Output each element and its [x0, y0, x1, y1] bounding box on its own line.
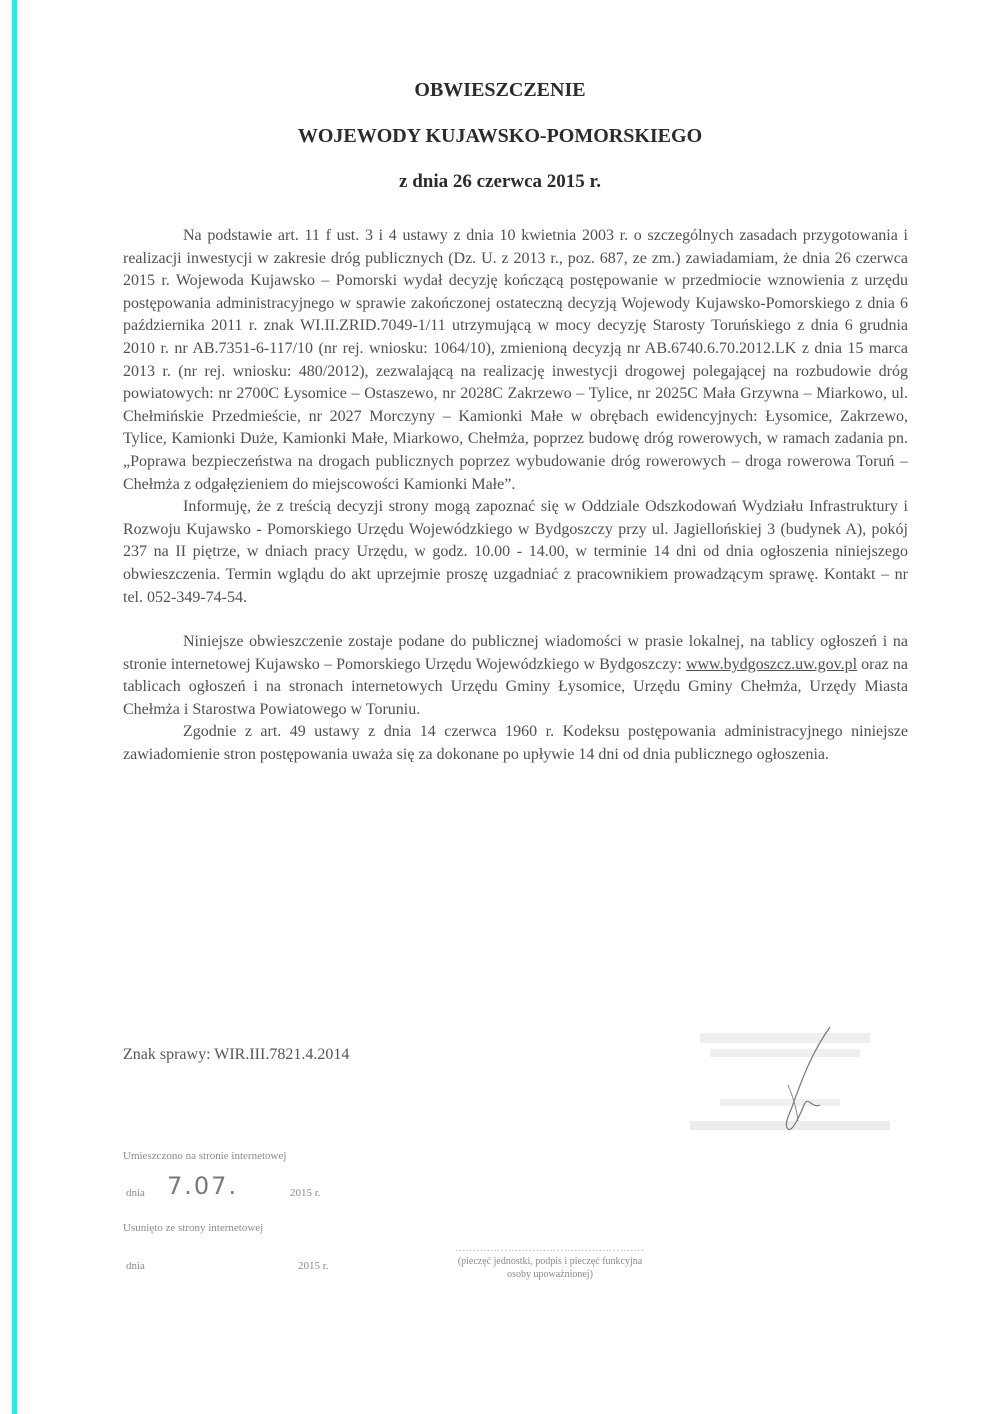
removed-day-label: dnia — [126, 1260, 145, 1272]
placed-day-label: dnia — [126, 1187, 145, 1199]
document-date: z dnia 26 czerwca 2015 r. — [399, 171, 601, 192]
paragraph-legal-basis: Na podstawie art. 11 f ust. 3 i 4 ustawy z dnia 10 kwietnia 2003 r. o szczególnych zasadach przygotowania i realizacji inwestycji w zakresie dróg publicznych (Dz. U. z 2013 r., poz. 687, ze zm.) zawiadamiam, że dnia 26 czerwca 2015 r. Wojewoda Kujawsko – Pomorski wydał decyzję kończącą postępowanie w przedmiocie wznowienia z urzędu postępowania administracyjnego w sprawie zakończonej ostateczną decyzją Wojewody Kujawsko-Pomorskiego z dnia 6 października 2011 r. znak WI.II.ZRID.7049-1/11 utrzymującą w mocy decyzję Starosty Toruńskiego z dnia 6 grudnia 2010 r. nr AB.7351-6-117/10 (nr rej. wniosku: 1064/10), zmienioną decyzją nr AB.6740.6.70.2012.LK z dnia 15 marca 2013 r. (nr rej. wniosku: 480/2012), zezwalającą na realizację inwestycji drogowej polegającej na rozbudowie dróg powiatowych: nr 2700C Łysomice – Ostaszewo, nr 2028C Zakrzewo – Tylice, nr 2025C Mała Grzywna – Miarkowo, ul. Chełmińskie Przedmieście, nr 2027 Morczyny – Kamionki Małe w obrębach ewidencyjnych: Łysomice, Zakrzewo, Tylice, Kamionki Duże, Kamionki Małe, Miarkowo, Chełmża, poprzez budowę dróg rowerowych, w ramach zadania pn. „Poprawa bezpieczeństwa na drogach publicznych poprzez wybudowanie dróg rowerowych – droga rowerowa Toruń – Chełmża z odgałęzieniem do miejscowości Kamionki Małe”. — [123, 227, 908, 493]
signature-stamp — [680, 1025, 900, 1145]
removed-label: Usunięto ze strony internetowej — [123, 1222, 264, 1234]
document-title: OBWIESZCZENIE — [414, 79, 586, 101]
paragraph-legal-effect: Zgodnie z art. 49 ustawy z dnia 14 czerwca 1960 r. Kodeksu postępowania administracyjnego niniejsze zawiadomienie stron postępowania uważa się za dokonane po upływie 14 dni od dnia publicznego ogłoszenia. — [123, 723, 908, 764]
placed-year: 2015 r. — [290, 1187, 321, 1199]
signature-dots: ...................................................... — [455, 1243, 645, 1254]
website-link[interactable]: www.bydgoszcz.uw.gov.pl — [685, 655, 858, 673]
stamp-caption-line2: osoby upoważnionej) — [507, 1269, 593, 1280]
paragraph-publication-start: Niniejsze obwieszczenie zostaje podane do publicznej wiadomości w prasie lokalnej, na tablicy ogłoszeń i na stronie internetowej Kujawsko – Pomorskiego Urzędu Wojewódzkiego w Bydgoszczy: — [123, 633, 908, 673]
placed-label: Umieszczono na stronie internetowej — [123, 1150, 287, 1162]
paragraph-publication — [123, 631, 908, 721]
header — [0, 80, 1000, 218]
stamp-caption — [420, 1242, 680, 1281]
stamp-caption-line1: (pieczęć jednostki, podpis i pieczęć funkcyjna — [457, 1256, 643, 1267]
paragraph-access-info: Informuję, że z treścią decyzji strony mogą zapoznać się w Oddziale Odszkodowań Wydziału Infrastruktury i Rozwoju Kujawsko - Pomorskiego Urzędu Wojewódzkiego w Bydgoszczy przy ul. Jagiellońskiej 3 (budynek A), pokój 237 na II piętrze, w dniach pracy Urzędu, w godz. 10.00 - 14.00, w terminie 14 dni od dnia ogłoszenia niniejszego obwieszczenia. Termin wglądu do akt uprzejmie proszę uzgadniać z pracownikiem prowadzącym sprawę. Kontakt – nr tel. 052-349-74-54. — [123, 498, 908, 606]
removed-year: 2015 r. — [298, 1260, 329, 1272]
placed-date-handwritten: 7.07. — [167, 1172, 239, 1200]
document-subtitle: WOJEWODY KUJAWSKO-POMORSKIEGO — [297, 125, 703, 147]
signature-scribble-icon — [680, 1025, 900, 1145]
case-reference: Znak sprawy: WIR.III.7821.4.2014 — [123, 1046, 350, 1063]
document-body — [123, 225, 908, 767]
paragraph-publication-end: oraz na tablicach ogłoszeń i na stronach internetowych Urzędu Gminy Łysomice, Urzędu Gminy Chełmża, Urzędy Miasta Chełmża i Starostwa Powiatowego w Toruniu. — [123, 655, 908, 718]
